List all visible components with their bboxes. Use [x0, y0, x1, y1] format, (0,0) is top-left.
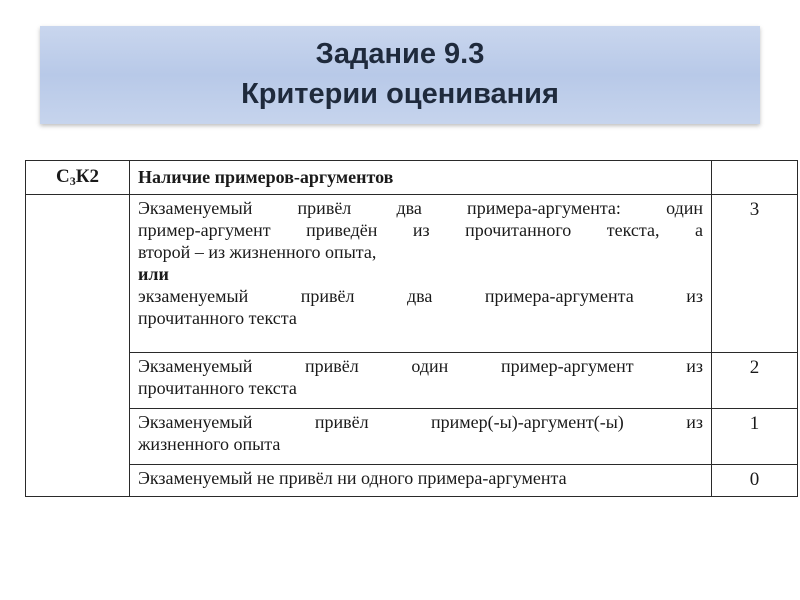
criterion-description [130, 195, 712, 353]
header-score-cell [712, 161, 798, 195]
table-row [26, 409, 798, 465]
description-line: Экзаменуемый привёл один пример-аргумент из [138, 356, 703, 376]
score-cell: 1 [712, 409, 798, 465]
description-line: Экзаменуемый привёл два примера-аргумента: один [138, 198, 703, 218]
description-line: жизненного опыта [138, 434, 281, 454]
description-line: Экзаменуемый привёл пример(-ы)-аргумент(-ы) из [138, 412, 703, 432]
table-row [26, 195, 798, 353]
slide-title-band [40, 26, 760, 124]
criterion-code: $С_3К2$ [26, 161, 130, 195]
description-line: пример-аргумент приведён из прочитанного текста, а [138, 220, 703, 240]
or-word: или [138, 264, 169, 284]
criterion-description [130, 353, 712, 409]
score-cell: 0 [712, 465, 798, 497]
table-header-row [26, 161, 798, 195]
description-line: прочитанного текста [138, 378, 297, 398]
description-line: второй – из жизненного опыта, [138, 242, 377, 262]
criterion-description [130, 409, 712, 465]
criterion-title: Наличие примеров-аргументов [130, 161, 712, 195]
table-row [26, 465, 798, 497]
slide-title-line2: Критерии оценивания [241, 78, 559, 110]
slide-title-line1: Задание 9.3 [315, 38, 485, 70]
description-line: Экзаменуемый не привёл ни одного примера-аргумента [138, 468, 567, 488]
criterion-description [130, 465, 712, 497]
score-cell: 2 [712, 353, 798, 409]
criteria-table [25, 160, 798, 497]
score-cell: 3 [712, 195, 798, 353]
table-row [26, 353, 798, 409]
description-line: прочитанного текста [138, 308, 297, 328]
code-span-cell [26, 195, 130, 497]
description-line: экзаменуемый привёл два примера-аргумента из [138, 286, 703, 306]
